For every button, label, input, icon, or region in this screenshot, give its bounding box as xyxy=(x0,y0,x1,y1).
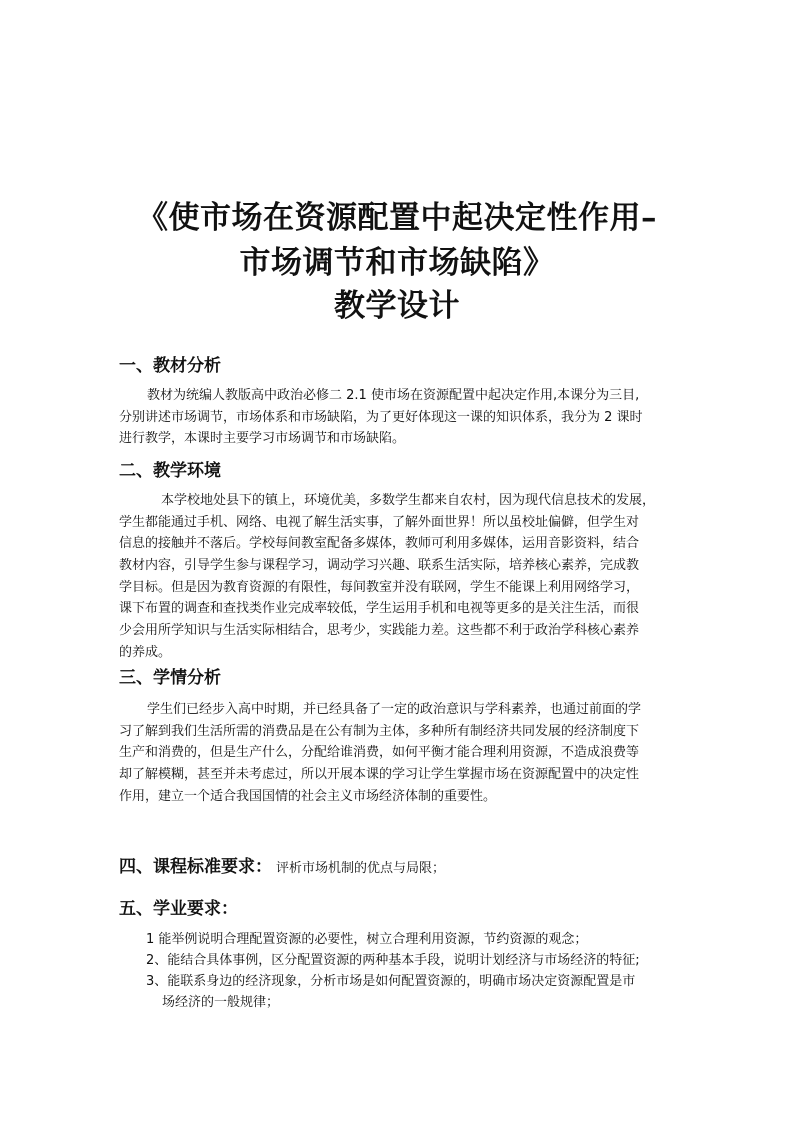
paragraph-line: 学生都能通过手机、网络、电视了解生活实事，了解外面世界！所以虽校址偏僻，但学生对 xyxy=(119,514,640,530)
paragraph-line: 少会用所学知识与生活实际相结合，思考少，实践能力差。这些都不利于政治学科核心素养 xyxy=(119,623,640,639)
paragraph-line: 分别讲述市场调节，市场体系和市场缺陷，为了更好体现这一课的知识体系，我分为 2 课时 xyxy=(119,409,643,425)
doc-title-line-2: 市场调节和市场缺陷》 xyxy=(239,245,555,281)
academic-requirements-list xyxy=(146,929,686,1013)
curriculum-standard-label: 四、课程标准要求： xyxy=(119,857,272,877)
section-heading-teaching-environment: 二、教学环境 xyxy=(119,461,221,481)
list-item: 2、能结合具体事例，区分配置资源的两种基本手段，说明计划经济与市场经济的特征; xyxy=(146,953,640,968)
paragraph-line: 信息的接触并不落后。学校每间教室配备多媒体，教师可利用多媒体，运用音影资料，结合 xyxy=(119,536,640,552)
paragraph-line: 进行教学，本课时主要学习市场调节和市场缺陷。 xyxy=(119,431,406,447)
section-heading-academic-requirements: 五、学业要求： xyxy=(119,899,238,919)
paragraph-line: 习了解到我们生活所需的消费品是在公有制为主体，多种所有制经济共同发展的经济制度下 xyxy=(119,723,640,739)
section-heading-curriculum-standard xyxy=(119,856,445,880)
paragraph-line: 生产和消费的，但是生产什么，分配给谁消费，如何平衡才能合理利用资源，不造成浪费等 xyxy=(119,745,640,761)
paragraph-line: 作用，建立一个适合我国国情的社会主义市场经济体制的重要性。 xyxy=(119,788,497,804)
list-item: 3、能联系身边的经济现象，分析市场是如何配置资源的，明确市场决定资源配置是市 xyxy=(146,974,636,989)
section-body-textbook-analysis xyxy=(119,385,675,450)
doc-title-line-3: 教学设计 xyxy=(334,288,460,324)
paragraph-line: 学目标。但是因为教育资源的有限性，每间教室并没有联网，学生不能课上利用网络学习， xyxy=(119,579,640,595)
doc-title-line-1: 《使市场在资源配置中起决定性作用– xyxy=(137,200,657,236)
paragraph-line: 本学校地处县下的镇上，环境优美，多数学生都来自农村，因为现代信息技术的发展， xyxy=(161,493,656,508)
curriculum-standard-text: 评析市场机制的优点与局限； xyxy=(276,861,446,876)
paragraph-line: 教材为统编人教版高中政治必修二 2.1 使市场在资源配置中起决定作用,本课分为三目, xyxy=(147,388,640,403)
paragraph-line: 课下布置的调查和查找类作业完成率较低，学生运用手机和电视等更多的是关注生活，而很 xyxy=(119,601,640,617)
paragraph-line: 却了解模糊，甚至并未考虑过，所以开展本课的学习让学生掌握市场在资源配置中的决定性 xyxy=(119,767,640,783)
paragraph-line: 的养成。 xyxy=(119,644,172,660)
list-item-continuation: 场经济的一般规律； xyxy=(162,995,280,1010)
list-item: 1 能举例说明合理配置资源的必要性，树立合理利用资源，节约资源的观念； xyxy=(146,932,588,947)
paragraph-line: 学生们已经步入高中时期，并已经具备了一定的政治意识与学科素养，也通过前面的学 xyxy=(147,702,642,717)
section-heading-textbook-analysis: 一、教材分析 xyxy=(119,356,221,376)
section-body-teaching-environment xyxy=(119,490,675,664)
section-body-student-analysis xyxy=(119,699,675,807)
paragraph-line: 教材内容，引导学生参与课程学习，调动学习兴趣、联系生活实际，培养核心素养，完成教 xyxy=(119,558,640,574)
section-heading-student-analysis: 三、学情分析 xyxy=(119,668,221,688)
